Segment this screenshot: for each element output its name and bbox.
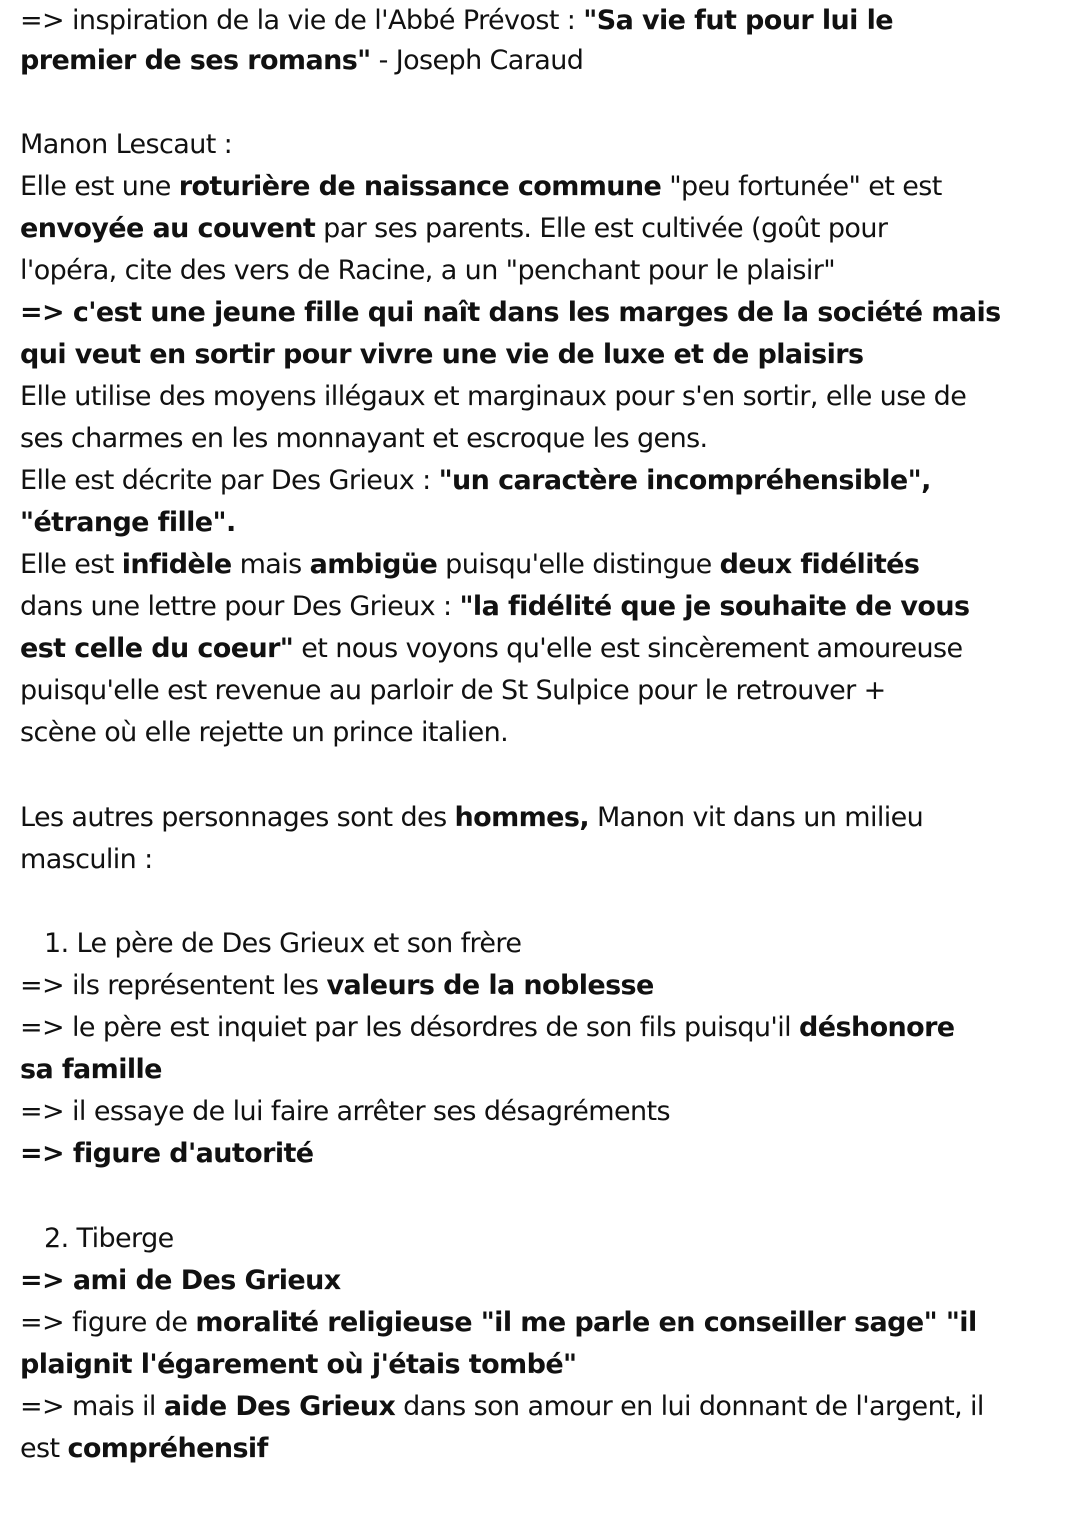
regular-text: 1. Le père de Des Grieux et son frère [44, 928, 522, 959]
bold-text: sa famille [20, 1054, 162, 1085]
regular-text: scène où elle rejette un prince italien. [20, 717, 509, 748]
regular-text: Les autres personnages sont des [20, 802, 455, 833]
bold-text: hommes, [454, 802, 589, 833]
regular-text: l'opéra, cite des vers de Racine, a un "penchant pour le plaisir" [20, 255, 836, 286]
text-line [20, 1428, 268, 1470]
bold-text: "étrange fille". [20, 507, 236, 538]
text-line [20, 1260, 341, 1302]
bold-text: premier de ses romans" [20, 45, 371, 76]
text-line [20, 1049, 162, 1091]
bold-text: moralité religieuse "il me parle en conseiller sage" "il [195, 1307, 977, 1338]
text-line [20, 1007, 955, 1049]
regular-text: Elle est une [20, 171, 179, 202]
regular-text: => inspiration de la vie de l'Abbé Prévost : [20, 5, 584, 36]
bold-text: plaignit l'égarement où j'étais tombé" [20, 1349, 577, 1380]
bold-text: déshonore [799, 1012, 955, 1043]
text-line [20, 1091, 670, 1133]
regular-text: Elle est [20, 549, 122, 580]
text-line [20, 418, 708, 460]
text-line [20, 1386, 984, 1428]
regular-text: masculin : [20, 844, 153, 875]
regular-text: ses charmes en les monnayant et escroque les gens. [20, 423, 708, 454]
bold-text: aide Des Grieux [163, 1391, 396, 1422]
regular-text: puisqu'elle distingue [437, 549, 720, 580]
regular-text: Manon vit dans un milieu [589, 802, 924, 833]
regular-text: => figure de [20, 1307, 196, 1338]
text-line [20, 544, 919, 586]
bold-text: qui veut en sortir pour vivre une vie de luxe et de plaisirs [20, 339, 864, 370]
bold-text: roturière de naissance commune [178, 171, 662, 202]
regular-text: est [20, 1433, 68, 1464]
text-line [20, 1133, 314, 1175]
text-line [20, 712, 508, 754]
bold-text: infidèle [121, 549, 232, 580]
regular-text: dans une lettre pour Des Grieux : [20, 591, 460, 622]
text-line [20, 166, 942, 208]
text-line [20, 670, 886, 712]
numbered-list-item [44, 923, 521, 965]
text-line [20, 208, 887, 250]
bold-text: "un caractère incompréhensible", [438, 465, 931, 496]
bold-text: "Sa vie fut pour lui le [583, 5, 893, 36]
text-line [20, 797, 923, 839]
text-line [20, 1302, 977, 1344]
bold-text: valeurs de la noblesse [326, 970, 654, 1001]
bold-text: ambigüe [309, 549, 438, 580]
regular-text: => ils représentent les [20, 970, 327, 1001]
regular-text: Elle utilise des moyens illégaux et marginaux pour s'en sortir, elle use de [20, 381, 967, 412]
text-line [20, 628, 963, 670]
text-line [20, 586, 969, 628]
regular-text: et nous voyons qu'elle est sincèrement amoureuse [293, 633, 963, 664]
text-line [20, 334, 863, 376]
regular-text: "peu fortunée" et est [661, 171, 942, 202]
regular-text: par ses parents. Elle est cultivée (goût pour [315, 213, 888, 244]
text-line [20, 250, 835, 292]
numbered-list-item [44, 1218, 174, 1260]
regular-text: dans son amour en lui donnant de l'argent, il [395, 1391, 984, 1422]
regular-text: => il essaye de lui faire arrêter ses désagréments [20, 1096, 670, 1127]
regular-text: 2. Tiberge [44, 1223, 174, 1254]
bold-text: deux fidélités [719, 549, 920, 580]
bold-text: "la fidélité que je souhaite de vous [459, 591, 970, 622]
bold-text: compréhensif [67, 1433, 268, 1464]
text-line [20, 376, 966, 418]
text-line [20, 460, 931, 502]
bold-text: => ami de Des Grieux [20, 1265, 341, 1296]
regular-text: => mais il [20, 1391, 164, 1422]
bold-text: envoyée au couvent [20, 213, 316, 244]
regular-text: Elle est décrite par Des Grieux : [20, 465, 439, 496]
text-line [20, 502, 236, 544]
regular-text: Manon Lescaut : [20, 129, 233, 160]
text-line [20, 292, 1001, 334]
regular-text: puisqu'elle est revenue au parloir de St Sulpice pour le retrouver + [20, 675, 886, 706]
text-line [20, 839, 153, 881]
text-line [20, 1344, 577, 1386]
text-line [20, 124, 232, 166]
bold-text: => c'est une jeune fille qui naît dans les marges de la société mais [20, 297, 1001, 328]
text-line [20, 965, 654, 1007]
regular-text: mais [231, 549, 310, 580]
text-line [20, 40, 583, 82]
bold-text: est celle du coeur" [20, 633, 294, 664]
regular-text: - Joseph Caraud [370, 45, 584, 76]
text-line [20, 0, 893, 42]
regular-text: => le père est inquiet par les désordres de son fils puisqu'il [20, 1012, 800, 1043]
bold-text: => figure d'autorité [20, 1138, 314, 1169]
